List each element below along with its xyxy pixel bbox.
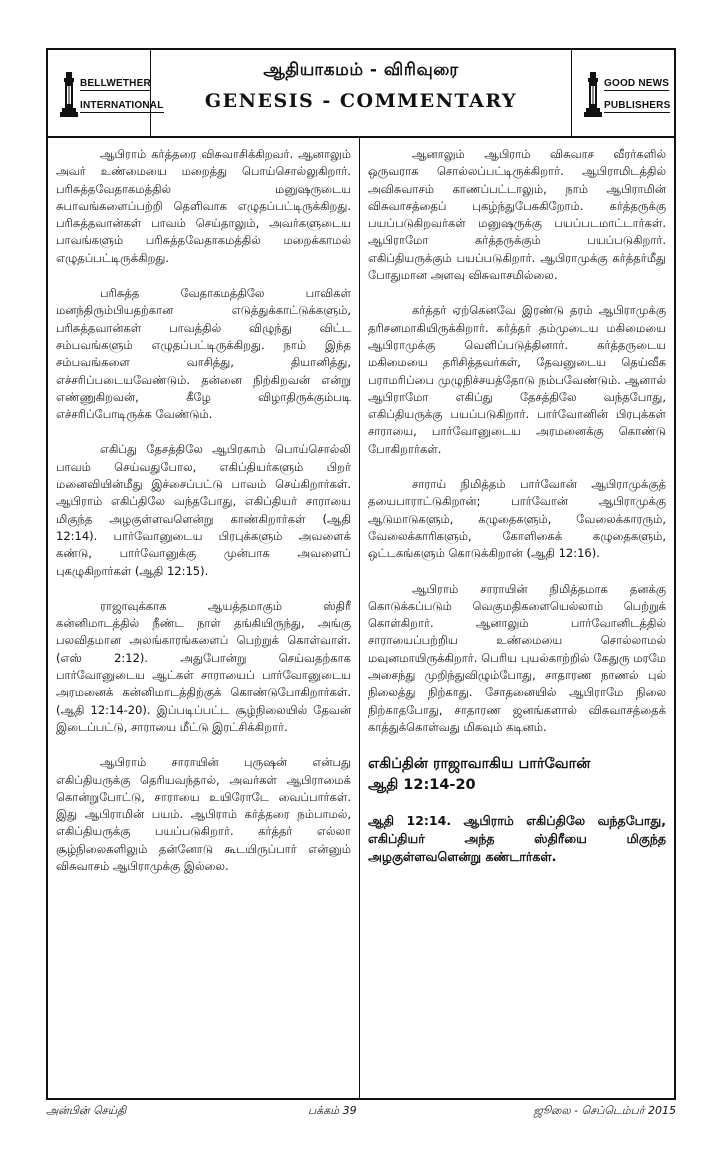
paragraph: ஆனாலும் ஆபிராம் விசுவாச வீரர்களில் ஒருவராக சொல்லப்பட்டிருக்கிறார். ஆபிராமிடத்தில் அவிசுவாசம் காணப்பட்டாலும், நாம் ஆபிராமின் விசுவாசத்தைப் புகழ்ந்துபேசுகிறோம். கர்த்தருக்கு பயப்படுகிறவர்கள் மனுஷருக்கு பயப்படமாட்டார்கள். ஆபிராமோ கர்த்தருக்கும் பயப்படுகிறார். எகிப்தியருக்கும் பயப்படுகிறார். ஆபிராமுக்கு கர்த்தர்மீது போதுமான அளவு விசுவாசமில்லை. — [368, 147, 666, 283]
logo-right-line2: PUBLISHERS — [604, 100, 671, 111]
paragraph: எகிப்து தேசத்திலே ஆபிரகாம் பொய்சொல்லி பாவம் செய்வதுபோல, எகிப்தியர்களும் பிறர் மனைவியின்மீது இச்சைப்பட்டு பாவம் செய்கிறார்கள். ஆபிராம் எகிப்திலே வந்தபோது, எகிப்தியர் சாராயை மிகுந்த அழகுள்ளவளென்று காண்கிறார்கள் (ஆதி 12:14). பார்வோனுடைய பிரபுக்களும் அவளைக் கண்டு, பார்வோனுக்கு முன்பாக அவளைப் புகழுகிறார்கள் (ஆதி 12:15). — [56, 442, 351, 578]
paragraph: ஆபிராம் சாராயின் புருஷன் என்பது எகிப்தியருக்கு தெரியவந்தால், அவர்கள் ஆபிராமைக் கொன்றுபோட்டு, சாராயை உயிரோடே வைப்பார்கள். இது ஆபிராமின் பயம். ஆபிராம் கர்த்தரை நம்பாமல், எகிப்தியருக்கு பயப்படுகிறார். கர்த்தர் எல்லா சூழ்நிலைகளிலும் தன்னோடு கூடயிருப்பார் என்னும் விசுவாசம் ஆபிராமுக்கு இல்லை. — [56, 755, 351, 873]
logo-left-line1: BELLWETHER — [80, 78, 151, 89]
verse-paragraph: ஆதி 12:14. ஆபிராம் எகிப்திலே வந்தபோது, எகிப்தியர் அந்த ஸ்திரீயை மிகுந்த அழகுள்ளவளென்று கண்டார்கள். — [368, 813, 666, 865]
page-frame — [46, 48, 676, 1100]
left-column — [48, 138, 360, 1098]
section-reference: ஆதி 12:14-20 — [368, 777, 476, 794]
footer-page-number: பக்கம் 39 — [308, 1104, 357, 1117]
footer — [46, 1104, 676, 1122]
paragraph: சாராய் நிமித்தம் பார்வோன் ஆபிராமுக்குத் தயைபாராட்டுகிறான்; பார்வோன் ஆபிராமுக்கு ஆடுமாடுகளும், கழுதைகளும், வேலைக்காரரும், வேலைக்காரிகளும், கோளிகைக் கழுதைகளும், ஒட்டகங்களும் கொடுக்கிறான் (ஆதி 12:16). — [368, 477, 666, 561]
footer-magazine-name: அன்பின் செய்தி — [46, 1104, 127, 1117]
logo-left-line2: INTERNATIONAL — [80, 100, 164, 111]
tower-icon — [582, 70, 604, 118]
paragraph: ஆபிராம் கர்த்தரை விசுவாசிக்கிறவர். ஆனாலும் அவர் உண்மையை மறைத்து பொய்சொல்லுகிறார். பரிசுத்தவேதாகமத்தில் மனுஷருடைய சுபாவங்களைப்பற்றி தெளிவாக எழுதப்பட்டிருக்கிறது. பரிசுத்தவான்கள் பாவம் செய்தாலும், அவர்களுடைய பாவங்களும் பரிசுத்தவேதாகமத்தில் மறைக்காமல் எழுதப்பட்டிருக்கிறது. — [56, 147, 351, 265]
paragraph: கர்த்தர் ஏற்கெனவே இரண்டு தரம் ஆபிராமுக்கு தரிசனமாகியிருக்கிறார். கர்த்தர் தம்முடைய மகிமையை ஆபிராமுக்கு வெளிப்படுத்தினார். கர்த்தருடைய மகிமையை தரிசித்தவர்கள், தேவனுடைய தெய்வீக பராமரிப்பை முழுநிச்சயத்தோடு நம்பவேண்டும். ஆனால் ஆபிராமோ எகிப்து தேசத்திலே வந்தபோது, எகிப்தியருக்கு பயப்படுகிறார். பார்வோனின் பிரபுக்கள் சாராயை, பார்வோனுடைய அரமனைக்கு கொண்டு போகிறார்கள். — [368, 303, 666, 456]
logo-right-line1: GOOD NEWS — [604, 78, 670, 89]
tower-icon — [58, 70, 80, 118]
paragraph: ராஜாவுக்காக ஆயத்தமாகும் ஸ்திரீ கன்னிமாடத்தில் நீண்ட நாள் தங்கியிருந்து, அங்கு பலவிதமான அலங்காரங்களைப் பெற்றுக் கொள்வாள். (எஸ் 2:12). அதுபோன்று செய்வதற்காக பார்வோனுடைய ஆட்கள் சாராயைப் பார்வோனுடைய அரமனைக் கன்னிமாடத்திற்குக் கொண்டுபோகிறார்கள். (ஆதி 12:14-20). இப்படிப்பட்ட சூழ்நிலையில் தேவன் இடைப்பட்டு, சாராயை மீட்டு இரட்சிக்கிறார். — [56, 598, 351, 734]
right-column — [360, 138, 674, 1098]
footer-issue-date: ஜூலை - செப்டெம்பர் 2015 — [533, 1104, 676, 1117]
title-english: GENESIS - COMMENTARY — [204, 90, 518, 112]
bellwether-logo — [48, 50, 164, 136]
header — [48, 50, 674, 138]
paragraph: பரிசுத்த வேதாகமத்திலே பாவிகள் மனந்திரும்பியதற்கான எடுத்துக்காட்டுக்களும், பரிசுத்தவான்கள் பாவத்தில் விழுந்து விட்ட சம்பவங்களும் எழுதப்பட்டிருக்கிறது. நாம் இந்த சம்பவங்களை வாசித்து, தியானித்து, எச்சரிப்படையவேண்டும். தன்னை நிற்கிறவன் என்று எண்ணுகிறவன், கீழே விழாதிருக்கும்படி எச்சரிப்போடிருக்க வேண்டும். — [56, 286, 351, 422]
good-news-logo — [571, 50, 674, 136]
section-heading: எகிப்தின் ராஜாவாகிய பார்வோன் — [368, 756, 591, 773]
title-block — [151, 50, 571, 136]
body-columns — [48, 138, 674, 1098]
paragraph: ஆபிராம் சாராயின் நிமித்தமாக தனக்கு கொடுக்கப்படும் வெகுமதிகளையெல்லாம் பெற்றுக் கொள்கிறார். ஆனாலும் பார்வோனிடத்தில் சாராயைப்பற்றிய உண்மையை சொல்லாமல் மவுனமாயிருக்கிறார். பெரிய புயல்காற்றில் கேதுரு மரமே அசைந்து முறிந்துவிழும்போது, சாதாரண நாணல் புல் நிலைத்து நிற்காது. சோதனையில் ஆபிராமே நிலை நிற்காதபோது, சாதாரண ஜனங்களால் விசுவாசத்தைக் காத்துக்கொள்வது மிகவும் கடினம். — [368, 581, 666, 734]
title-tamil: ஆதியாகமம் - விரிவுரை — [263, 60, 459, 80]
